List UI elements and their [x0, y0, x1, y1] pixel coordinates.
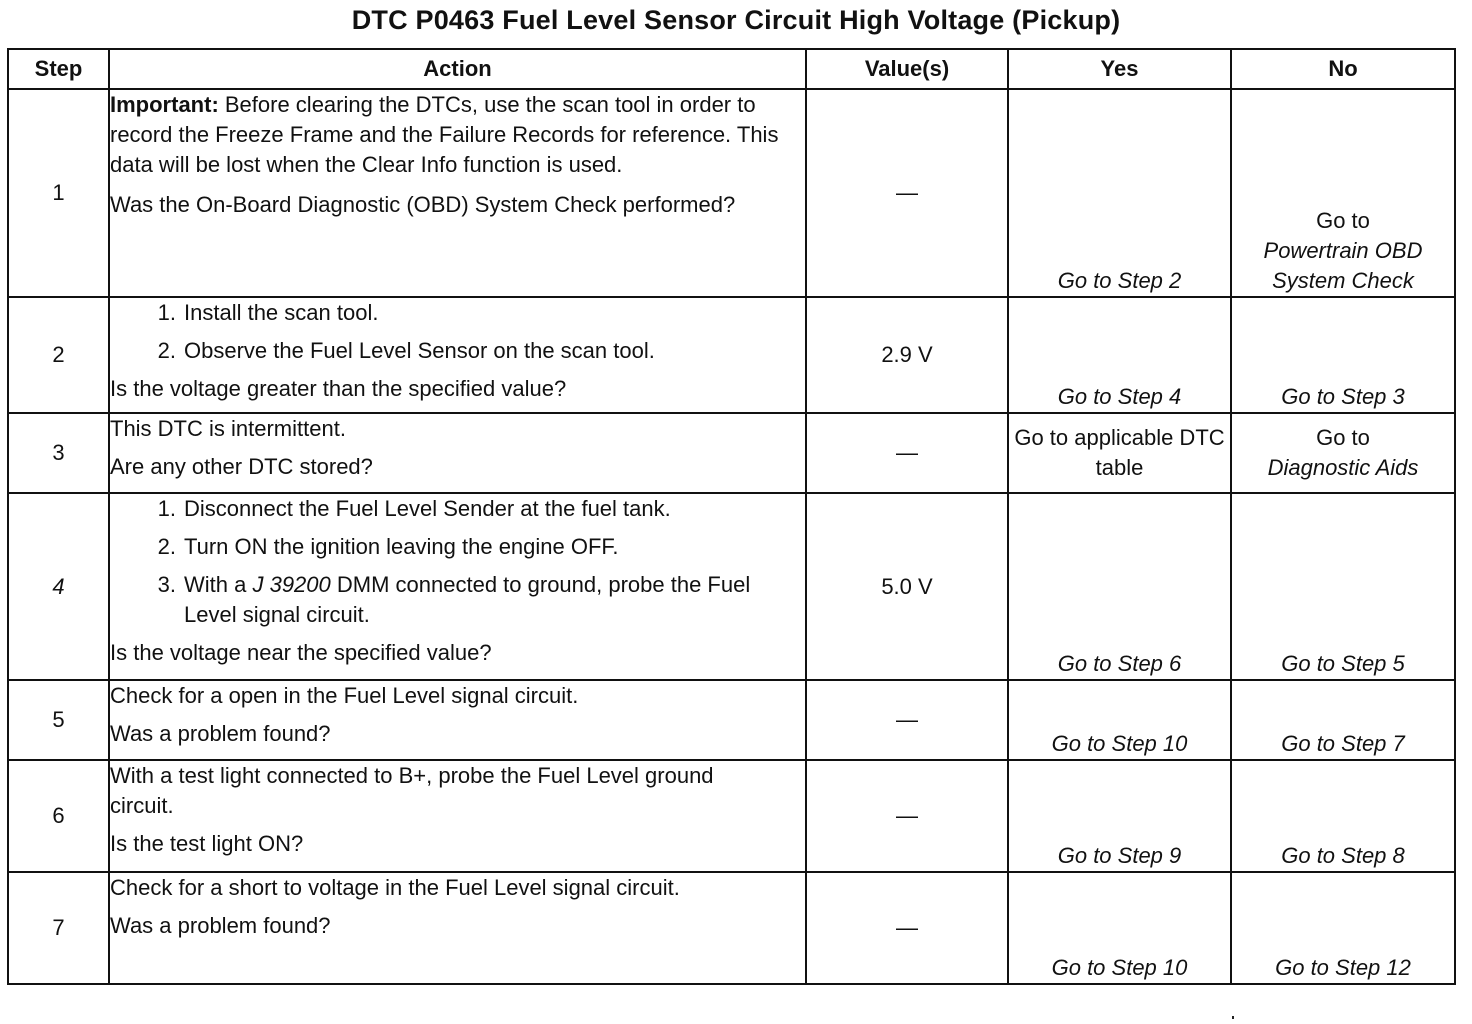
yes-link[interactable]: Go to Step 6 [1057, 651, 1182, 676]
action-question: Is the test light ON? [110, 831, 304, 856]
header-yes: Yes [1008, 49, 1231, 89]
important-note [110, 90, 805, 180]
list-item: 3. With a J 39200 DMM connected to ground, probe the Fuel Level signal circuit. [157, 572, 751, 627]
yes-cell [1008, 89, 1231, 297]
no-cell [1231, 413, 1455, 493]
yes-link[interactable]: Go to Step 2 [1057, 268, 1182, 293]
value-cell: 5.0 V [806, 493, 1008, 680]
yes-link[interactable]: Go to Step 10 [1051, 731, 1188, 756]
action-cell [109, 413, 806, 493]
value-cell: — [806, 680, 1008, 760]
action-question: Was the On-Board Diagnostic (OBD) System Check performed? [110, 192, 736, 217]
value-cell: — [806, 413, 1008, 493]
action-text: This DTC is intermittent. [110, 416, 346, 441]
action-text: With a test light connected to B+, probe the Fuel Level ground circuit. [110, 763, 714, 818]
yes-link[interactable]: Go to Step 9 [1057, 843, 1182, 868]
action-cell [109, 493, 806, 680]
yes-cell [1008, 872, 1231, 984]
action-question: Was a problem found? [110, 913, 331, 938]
value-cell: — [806, 872, 1008, 984]
action-cell [109, 297, 806, 413]
action-question: Are any other DTC stored? [110, 454, 373, 479]
no-cell [1231, 872, 1455, 984]
important-label: Important: [110, 92, 219, 117]
no-cell [1231, 493, 1455, 680]
action-question: Was a problem found? [110, 721, 331, 746]
action-cell [109, 680, 806, 760]
yes-link[interactable]: Go to Step 10 [1051, 955, 1188, 980]
table-row [8, 297, 1455, 413]
value-cell [806, 89, 1008, 297]
no-link[interactable]: Go to Step 5 [1281, 651, 1405, 676]
yes-cell [1008, 297, 1231, 413]
header-row [8, 49, 1455, 89]
no-cell [1231, 89, 1455, 297]
header-no: No [1231, 49, 1455, 89]
action-question: Is the voltage near the specified value? [110, 640, 492, 665]
action-cell [109, 760, 806, 872]
header-values: Value(s) [806, 49, 1008, 89]
step-number: 5 [8, 680, 109, 760]
no-link[interactable]: Go to Step 12 [1275, 955, 1411, 980]
tool-name: J 39200 [252, 572, 331, 597]
important-text: Before clearing the DTCs, use the scan tool in order to record the Freeze Frame and the Failure Records for reference. This data will be lost when the Clear Info function is used. [110, 92, 779, 177]
action-steps [110, 298, 805, 366]
list-item: 2. Observe the Fuel Level Sensor on the scan tool. [157, 338, 655, 363]
action-cell [109, 89, 806, 297]
yes-cell [1008, 760, 1231, 872]
action-text: Check for a open in the Fuel Level signal circuit. [110, 683, 579, 708]
no-cell [1231, 760, 1455, 872]
table-row [8, 413, 1455, 493]
value-dash: — [896, 180, 918, 205]
no-cell [1231, 297, 1455, 413]
list-item: 1. Disconnect the Fuel Level Sender at the fuel tank. [157, 496, 671, 521]
scan-speck [1232, 1016, 1234, 1019]
list-item: 1. Install the scan tool. [157, 300, 379, 325]
no-link[interactable]: Diagnostic Aids [1267, 455, 1419, 480]
table-row [8, 680, 1455, 760]
no-cell [1231, 680, 1455, 760]
action-text: Check for a short to voltage in the Fuel Level signal circuit. [110, 875, 680, 900]
no-link[interactable]: Go to Step 8 [1281, 843, 1405, 868]
action-cell [109, 872, 806, 984]
yes-link[interactable]: Go to Step 4 [1057, 384, 1182, 409]
step-number: 3 [8, 413, 109, 493]
document-title: DTC P0463 Fuel Level Sensor Circuit High Voltage (Pickup) [351, 5, 1121, 35]
no-text: Go to [1316, 208, 1370, 233]
step-number: 2 [8, 297, 109, 413]
action-question: Is the voltage greater than the specified value? [110, 376, 567, 401]
no-link[interactable]: Powertrain OBD System Check [1263, 238, 1423, 293]
header-action: Action [109, 49, 806, 89]
no-link[interactable]: Go to Step 3 [1281, 384, 1405, 409]
yes-cell [1008, 680, 1231, 760]
action-steps [110, 494, 805, 630]
yes-cell [1008, 493, 1231, 680]
step-number: 1 [8, 89, 109, 297]
table-row [8, 760, 1455, 872]
value-cell: 2.9 V [806, 297, 1008, 413]
header-step: Step [8, 49, 109, 89]
step-number: 4 [8, 493, 109, 680]
diagnostic-table [7, 48, 1456, 985]
value-cell: — [806, 760, 1008, 872]
step-number: 6 [8, 760, 109, 872]
yes-cell [1008, 413, 1231, 493]
list-item: 2. Turn ON the ignition leaving the engine OFF. [157, 534, 619, 559]
no-link[interactable]: Go to Step 7 [1281, 731, 1405, 756]
yes-link[interactable]: Go to applicable DTC table [1014, 425, 1225, 480]
no-text: Go to [1316, 425, 1370, 450]
table-row [8, 89, 1455, 297]
step-number: 7 [8, 872, 109, 984]
table-row [8, 872, 1455, 984]
table-row [8, 493, 1455, 680]
